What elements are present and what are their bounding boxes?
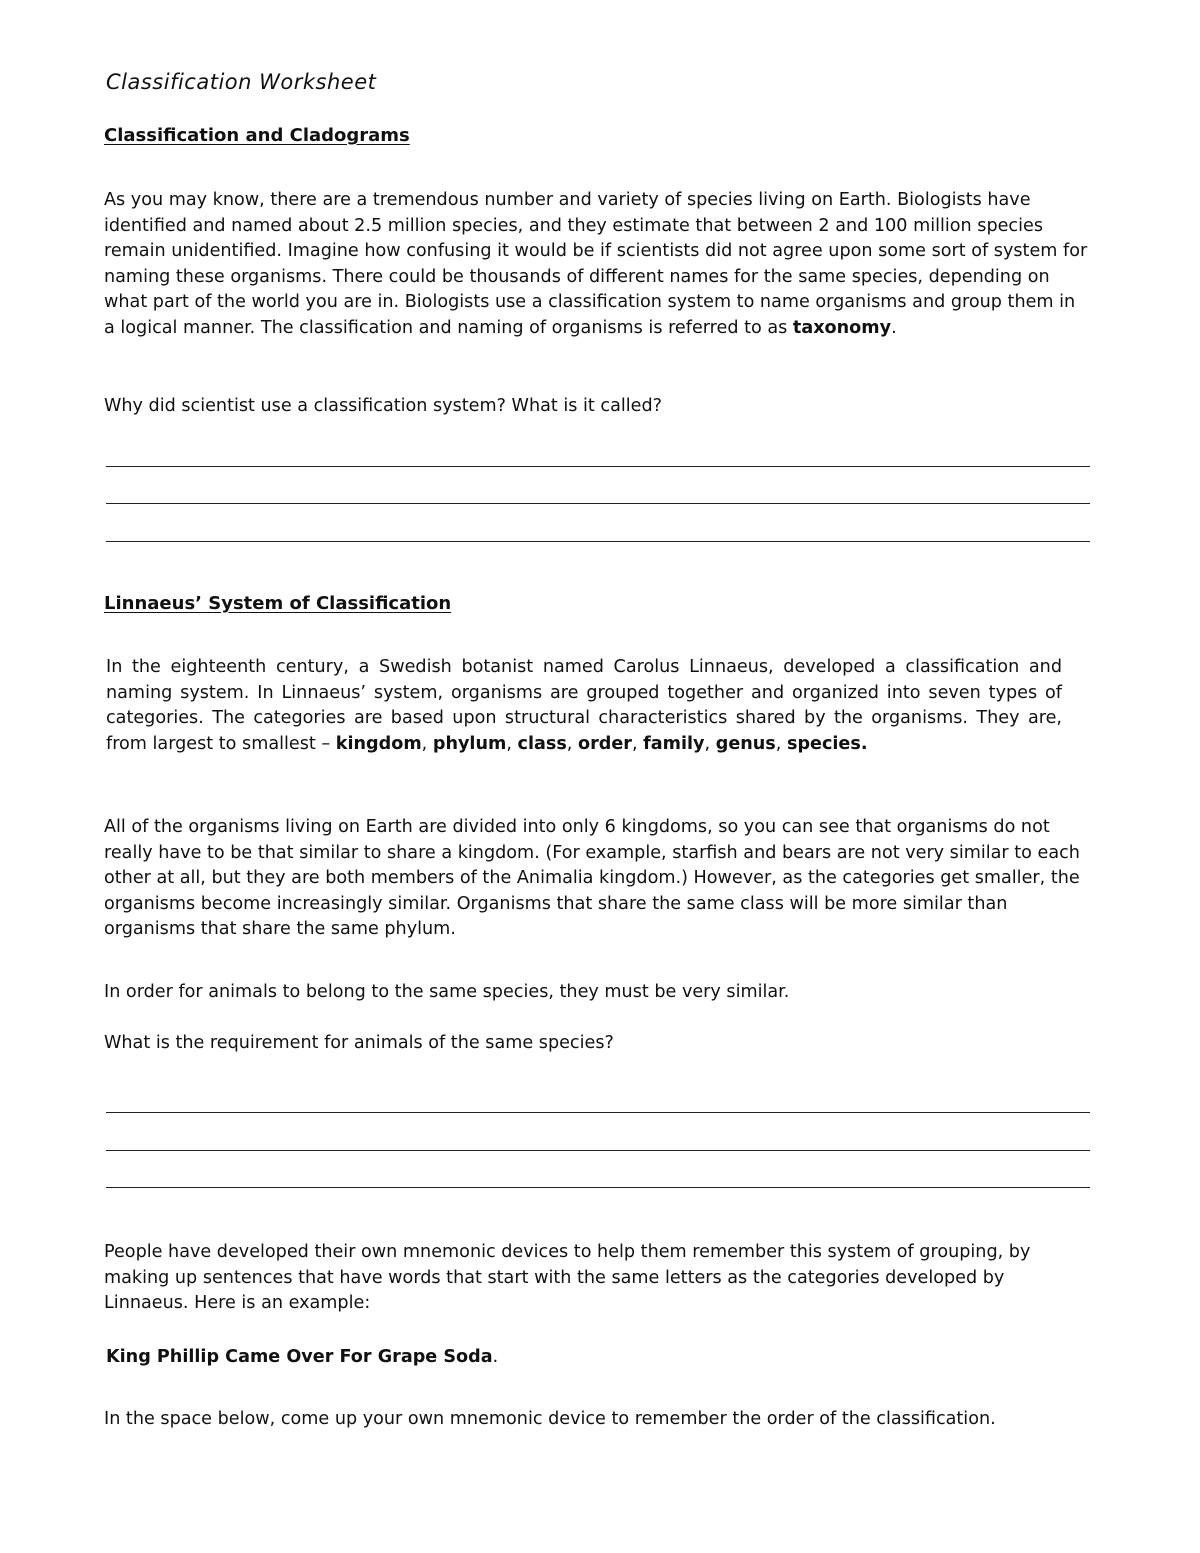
mnemonic-paragraph: People have developed their own mnemonic devices to help them remember this system of grouping, by making up sentences that have words that start with the same letters as the categories developed by Linnaeus. Here is an example: xyxy=(104,1242,1031,1314)
mnemonic-instruction: In the space below, come up your own mnemonic device to remember the order of the classification. xyxy=(104,1409,996,1429)
page-title: Classification Worksheet xyxy=(106,70,377,94)
question-species-requirement: What is the requirement for animals of the same species? xyxy=(104,1033,614,1053)
answer-line-2[interactable] xyxy=(106,503,1090,504)
answer-line-3[interactable] xyxy=(106,541,1090,542)
linnaeus-text: In the eighteenth century, a Swedish botanist named Carolus Linnaeus, developed a classification and naming system. In Linnaeus’ system, organisms are grouped together and organized into seven types of categories. The categories are based upon structural characteristics shared by the organisms. They are, from largest to smallest – xyxy=(106,657,1062,754)
category-class: class xyxy=(517,733,567,754)
species-similarity-paragraph: In order for animals to belong to the same species, they must be very similar. xyxy=(104,982,790,1002)
term-taxonomy: taxonomy xyxy=(792,317,892,338)
category-order: order xyxy=(577,733,632,754)
category-phylum: phylum xyxy=(432,733,507,754)
intro-text-end: . xyxy=(891,317,897,338)
intro-paragraph xyxy=(104,188,1089,342)
answer-line-6[interactable] xyxy=(106,1187,1090,1188)
category-family: family xyxy=(643,733,705,754)
category-kingdom: kingdom xyxy=(335,733,422,754)
mnemonic-example-text: King Phillip Came Over For Grape Soda xyxy=(106,1347,493,1367)
section-heading-linnaeus: Linnaeus’ System of Classification xyxy=(104,593,452,614)
answer-line-4[interactable] xyxy=(106,1112,1090,1113)
answer-line-1[interactable] xyxy=(106,466,1090,467)
category-species: species xyxy=(786,733,861,754)
section-heading-classification: Classification and Cladograms xyxy=(104,125,410,146)
question-classification-system: Why did scientist use a classification system? What is it called? xyxy=(104,396,662,416)
intro-text: As you may know, there are a tremendous number and variety of species living on Earth. Biologists have identified and named about 2.5 million species, and they estimate that between 2 and 100 million species remain unidentified. Imagine how confusing it would be if scientists did not agree upon some sort of system for naming these organisms. There could be thousands of different names for the same species, depending on what part of the world you are in. Biologists use a classification system to name organisms and group them in a logical manner. The classification and naming of organisms is referred to as xyxy=(104,190,1088,338)
category-genus: genus xyxy=(715,733,776,754)
kingdoms-paragraph: All of the organisms living on Earth are divided into only 6 kingdoms, so you can see that organisms do not really have to be that similar to share a kingdom. (For example, starfish and bears are not very similar to each other at all, but they are both members of the Animalia kingdom.) However, as the categories get smaller, the organisms become increasingly similar. Organisms that share the same class will be more similar than organisms that share the same phylum. xyxy=(104,817,1080,940)
mnemonic-example-end: . xyxy=(492,1347,499,1367)
linnaeus-paragraph: In the eighteenth century, a Swedish botanist named Carolus Linnaeus, developed a classification and naming system. In Linnaeus’ system, organisms are grouped together and organized into seven types of categories. The categories are based upon structural characteristics shared by the organisms. They are, from largest to smallest – kingdom, phylum, class, order, family, genus, species. xyxy=(106,657,1062,754)
answer-line-5[interactable] xyxy=(106,1150,1090,1151)
mnemonic-example xyxy=(106,1347,498,1367)
